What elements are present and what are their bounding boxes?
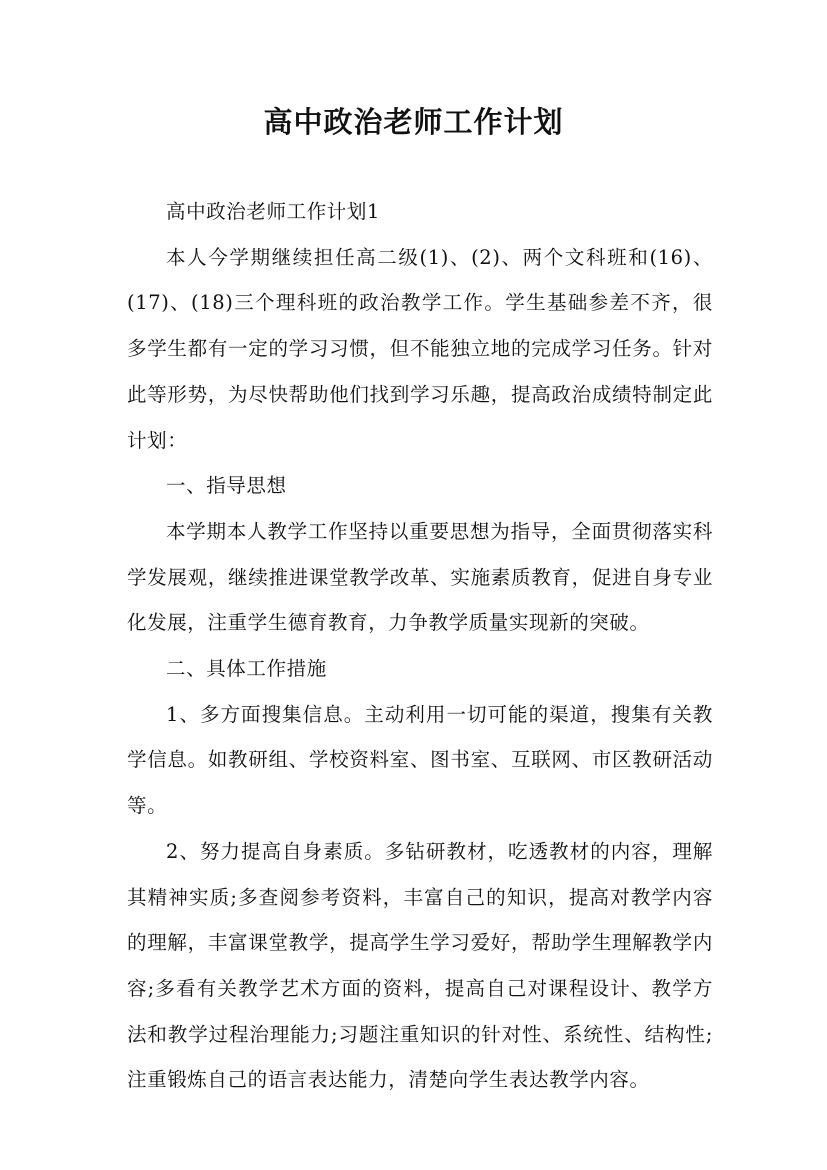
measure-paragraph: 1、多方面搜集信息。主动利用一切可能的渠道，搜集有关教学信息。如教研组、学校资料室、图书室、互联网、市区教研活动等。	[127, 702, 713, 818]
measure-paragraph: 2、努力提高自身素质。多钻研教材，吃透教材的内容，理解其精神实质;多查阅参考资料，丰富自己的知识，提高对教学内容的理解，丰富课堂教学，提高学生学习爱好，帮助学生理解教学内容;多看有关教学艺术方面的资料，提高自己对课程设计、教学方法和教学过程治理能力;习题注重知识的针对性、系统性、结构性;注重锻炼自己的语言表达能力，清楚向学生表达教学内容。	[127, 839, 713, 1092]
section-heading: 一、指导思想	[166, 474, 287, 498]
section-heading: 高中政治老师工作计划1	[166, 200, 381, 223]
document-title: 高中政治老师工作计划	[263, 105, 564, 139]
document-body	[127, 189, 713, 1103]
intro-paragraph: 本人今学期继续担任高二级(1)、(2)、两个文科班和(16)、(17)、(18)三个理科班的政治教学工作。学生基础参差不齐，很多学生都有一定的学习习惯，但不能独立地的完成学习任务。针对此等形势，为尽快帮助他们找到学习乐趣，提高政治成绩特制定此计划：	[127, 245, 713, 452]
guiding-thought-paragraph: 本学期本人教学工作坚持以重要思想为指导，全面贯彻落实科学发展观，继续推进课堂教学改革、实施素质教育，促进自身专业化发展，注重学生德育教育，力争教学质量实现新的突破。	[127, 519, 713, 635]
section-heading: 二、具体工作措施	[166, 657, 327, 681]
